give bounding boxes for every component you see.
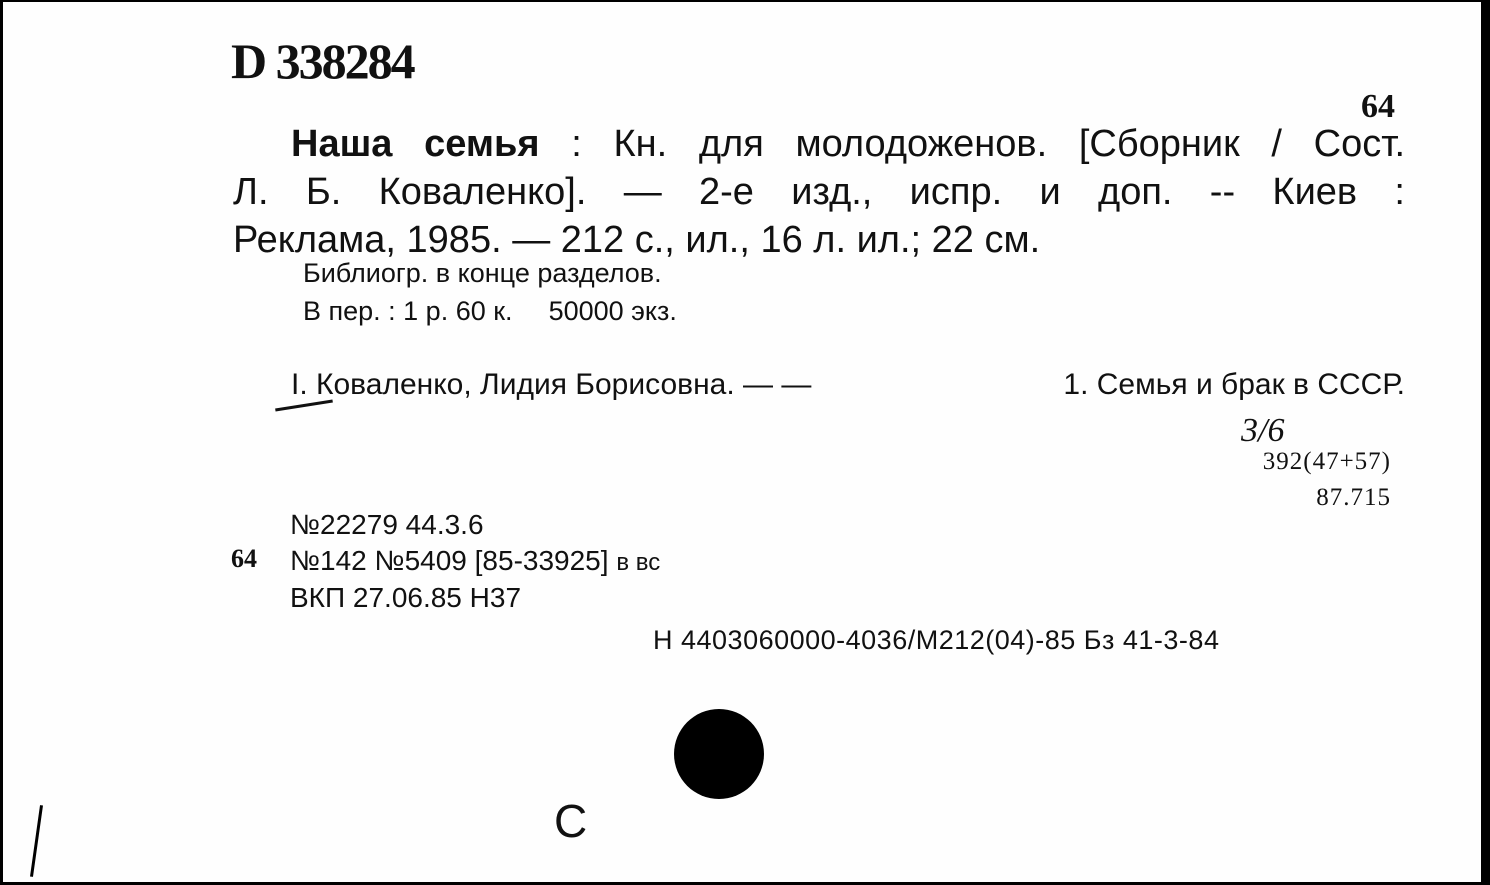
tracing-person: I. Коваленко, Лидия Борисовна. — — — [291, 368, 812, 401]
class-number-2: 87.715 — [1316, 484, 1391, 511]
punch-hole — [674, 709, 764, 799]
main-line-2: Л. Б. Коваленко]. — 2-е изд., испр. и доп. -- Киев : — [233, 171, 1405, 213]
card-id: D 338284 — [231, 33, 414, 89]
tracing-line — [291, 368, 1405, 402]
note-bibliography: Библиогр. в конце разделов. — [303, 258, 662, 288]
class-number-1: 392(47+57) — [1262, 448, 1391, 475]
bottom-letter: С — [554, 795, 588, 847]
meta-line-2-small: в вс — [616, 549, 661, 576]
handwritten-mark: 3/6 — [1241, 412, 1285, 449]
meta-line-2 — [290, 545, 660, 577]
tracing-subject: 1. Семья и брак в СССР. — [1063, 368, 1405, 401]
meta-line-2-main: №142 №5409 [85-33925] — [290, 545, 609, 576]
book-title: Наша семья — [291, 123, 540, 165]
main-line-1-text: : Кн. для молодоженов. [Сборник / Сост. — [539, 123, 1406, 165]
main-description — [233, 120, 1405, 264]
main-line-3: Реклама, 1985. — 212 с., ил., 16 л. ил.; 22 см. — [233, 219, 1041, 261]
meta-left-number: 64 — [231, 544, 257, 573]
note-binding: В пер. : 1 р. 60 к. — [303, 296, 513, 326]
edge-mark — [30, 805, 43, 877]
main-line-1 — [233, 120, 1405, 168]
corner-number: 64 — [1361, 88, 1395, 125]
meta-line-3: ВКП 27.06.85 Н37 — [290, 582, 522, 613]
note-copies: 50000 экз. — [548, 296, 677, 326]
isbn-line: Н 4403060000-4036/М212(04)-85 Бз 41-3-84 — [653, 625, 1220, 655]
note-binding-line — [303, 296, 677, 327]
meta-line-1: №22279 44.3.6 — [290, 509, 484, 540]
